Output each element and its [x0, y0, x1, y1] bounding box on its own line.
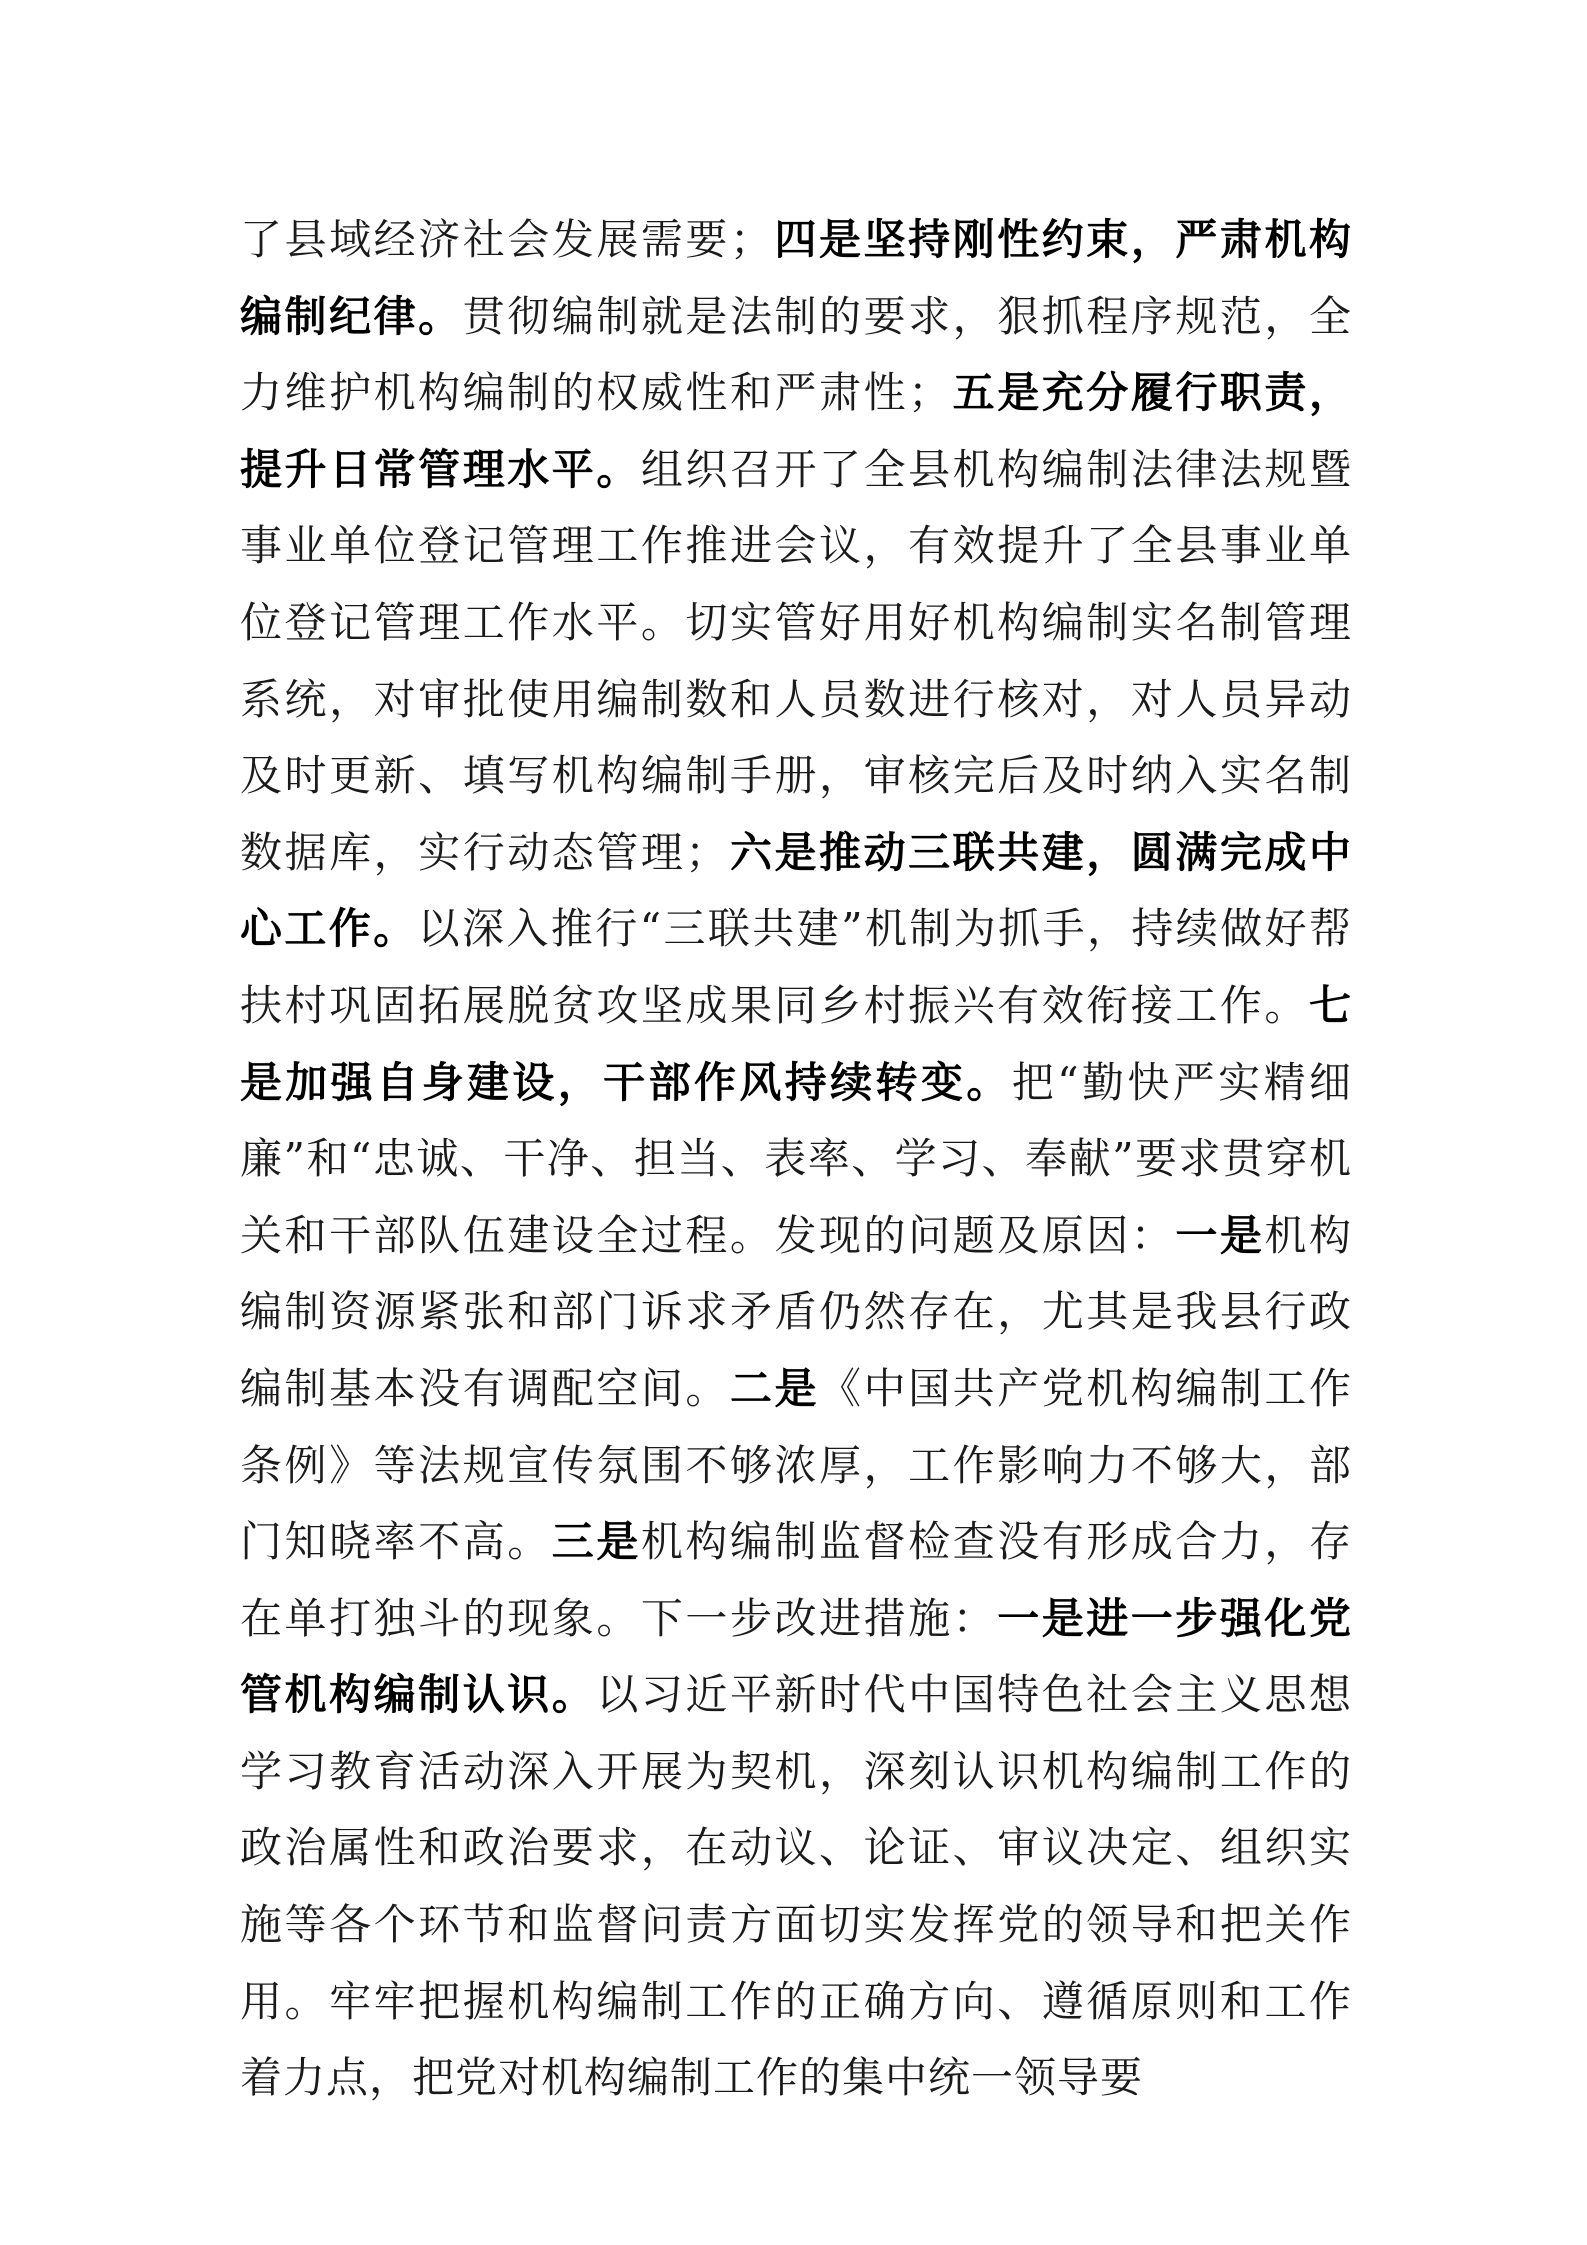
bold-marker-segment: 一是: [1175, 1210, 1265, 1260]
body-paragraph: [240, 202, 1352, 2117]
bold-heading-segment: 五是充分履行职责，提升日常管理水平。: [240, 368, 1352, 494]
text-segment: 组织召开了全县机构编制法律法规暨事业单位登记管理工作推进会议，有效提升了全县事业单位登记管理工作水平。切实管好用好机构编制实名制管理系统，对审批使用编制数和人员数进行核对，对人员异动及时更新、填写机构编制手册，审核完后及时纳入实名制数据库，实行动态管理；: [240, 444, 1352, 877]
text-segment: 机构编制监督检查没有形成合力，存在单打独斗的现象。下一步改进措施：: [240, 1517, 1352, 1643]
text-segment: 了县域经济社会发展需要；: [240, 215, 773, 264]
text-segment: 《中国共产党机构编制工作条例》等法规宣传氛围不够浓厚，工作影响力不够大，部门知晓率不高。: [240, 1363, 1352, 1567]
text-segment: 以习近平新时代中国特色社会主义思想学习教育活动深入开展为契机，深刻认识机构编制工作的政治属性和政治要求，在动议、论证、审议决定、组织实施等各个环节和监督问责方面切实发挥党的领导和把关作用。牢牢把握机构编制工作的正确方向、遵循原则和工作着力点，把党对机构编制工作的集中统一领导要: [240, 1670, 1352, 2103]
bold-heading-segment: 七是加强自身建设，干部作风持续转变。: [240, 980, 1352, 1107]
bold-heading-segment: 六是推动三联共建，圆满完成中心工作。: [240, 827, 1352, 954]
text-segment: 以深入推行“三联共建”机制为抓手，持续做好帮扶村巩固拓展脱贫攻坚成果同乡村振兴有效衔接工作。: [240, 904, 1352, 1030]
bold-marker-segment: 三是: [551, 1517, 641, 1567]
bold-marker-segment: 二是: [729, 1363, 820, 1413]
text-segment: 机构编制资源紧张和部门诉求矛盾仍然存在，尤其是我县行政编制基本没有调配空间。: [240, 1210, 1352, 1413]
text-segment: 贯彻编制就是法制的要求，狠抓程序规范，全力维护机构编制的权威性和严肃性；: [240, 291, 1352, 418]
bold-heading-segment: 一是进一步强化党管机构编制认识。: [240, 1593, 1352, 1720]
text-segment: 把“勤快严实精细廉”和“忠诚、干净、担当、表率、学习、奉献”要求贯穿机关和干部队伍建设全过程。发现的问题及原因：: [240, 1057, 1352, 1260]
bold-heading-segment: 四是坚持刚性约束，严肃机构编制纪律。: [240, 215, 1352, 341]
